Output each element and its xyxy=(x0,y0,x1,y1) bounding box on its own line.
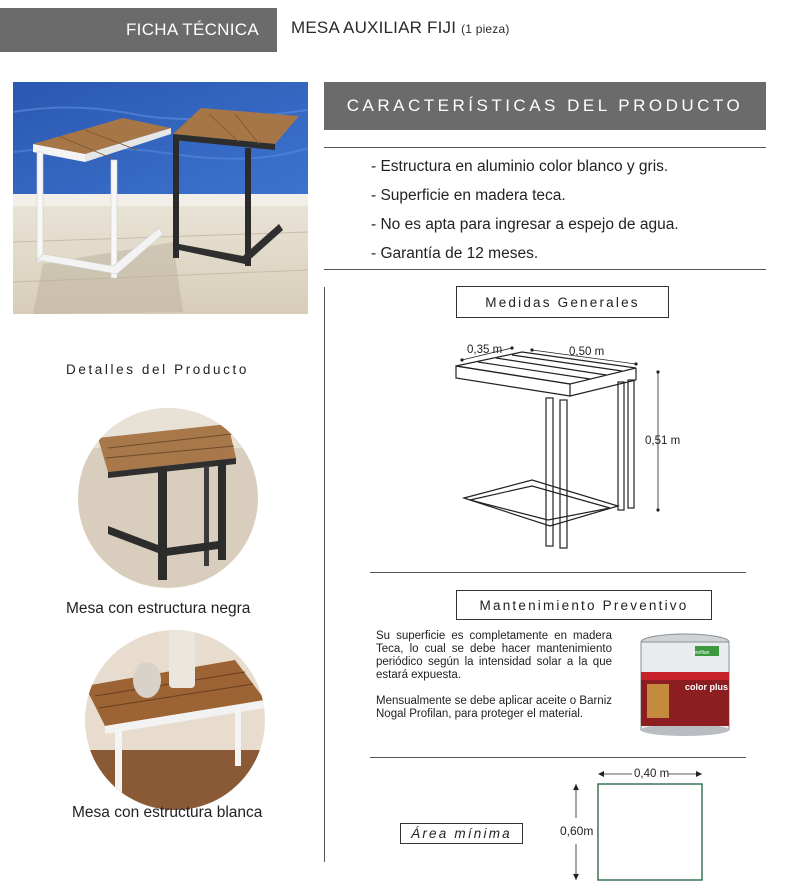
dimensions-drawing xyxy=(440,340,670,552)
dim-width: 0,50 m xyxy=(569,346,605,358)
maintenance-text xyxy=(376,630,612,721)
min-area-title: Área mínima xyxy=(400,823,523,844)
section-header xyxy=(0,8,277,52)
caption-white: Mesa con estructura blanca xyxy=(72,804,263,821)
product-qty: (1 pieza) xyxy=(461,22,510,36)
features-list xyxy=(371,153,679,269)
feature-item: - Superficie en madera teca. xyxy=(371,187,566,204)
white-table-photo xyxy=(85,630,265,810)
section-label: FICHA TÉCNICA xyxy=(126,20,259,39)
product-photo xyxy=(13,82,308,314)
varnish-can-image xyxy=(635,632,735,738)
divider xyxy=(324,269,766,270)
characteristics-header xyxy=(324,82,766,130)
maintenance-title: Mantenimiento Preventivo xyxy=(456,590,712,620)
product-name: MESA AUXILIAR FIJI xyxy=(291,18,457,37)
maintenance-paragraph-2: Mensualmente se debe aplicar aceite o Barniz Nogal Profilan, para proteger el material. xyxy=(376,695,612,720)
feature-item: - Garantía de 12 meses. xyxy=(371,245,539,262)
details-title: Detalles del Producto xyxy=(66,362,249,377)
dim-depth: 0,35 m xyxy=(467,344,503,356)
product-title xyxy=(291,18,510,38)
divider xyxy=(370,757,746,758)
feature-item: - Estructura en aluminio color blanco y gris. xyxy=(371,158,669,175)
can-label: color plus xyxy=(685,682,729,692)
maintenance-paragraph-1: Su superficie es completamente en madera Teca, lo cual se debe hacer mantenimiento periódico según la intensidad solar a la que estará expuesta. xyxy=(376,630,612,681)
caption-black: Mesa con estructura negra xyxy=(66,600,251,617)
divider xyxy=(324,147,766,148)
characteristics-title: CARACTERÍSTICAS DEL PRODUCTO xyxy=(346,96,744,115)
divider xyxy=(370,572,746,573)
area-height: 0,60m xyxy=(560,824,594,838)
dim-height: 0,51 m xyxy=(645,435,681,447)
black-table-photo xyxy=(78,408,258,588)
measures-title: Medidas Generales xyxy=(456,286,669,318)
feature-item: - No es apta para ingresar a espejo de agua. xyxy=(371,216,679,233)
vertical-divider xyxy=(324,287,325,862)
can-brand: profilan xyxy=(693,650,710,656)
area-width: 0,40 m xyxy=(634,768,670,780)
